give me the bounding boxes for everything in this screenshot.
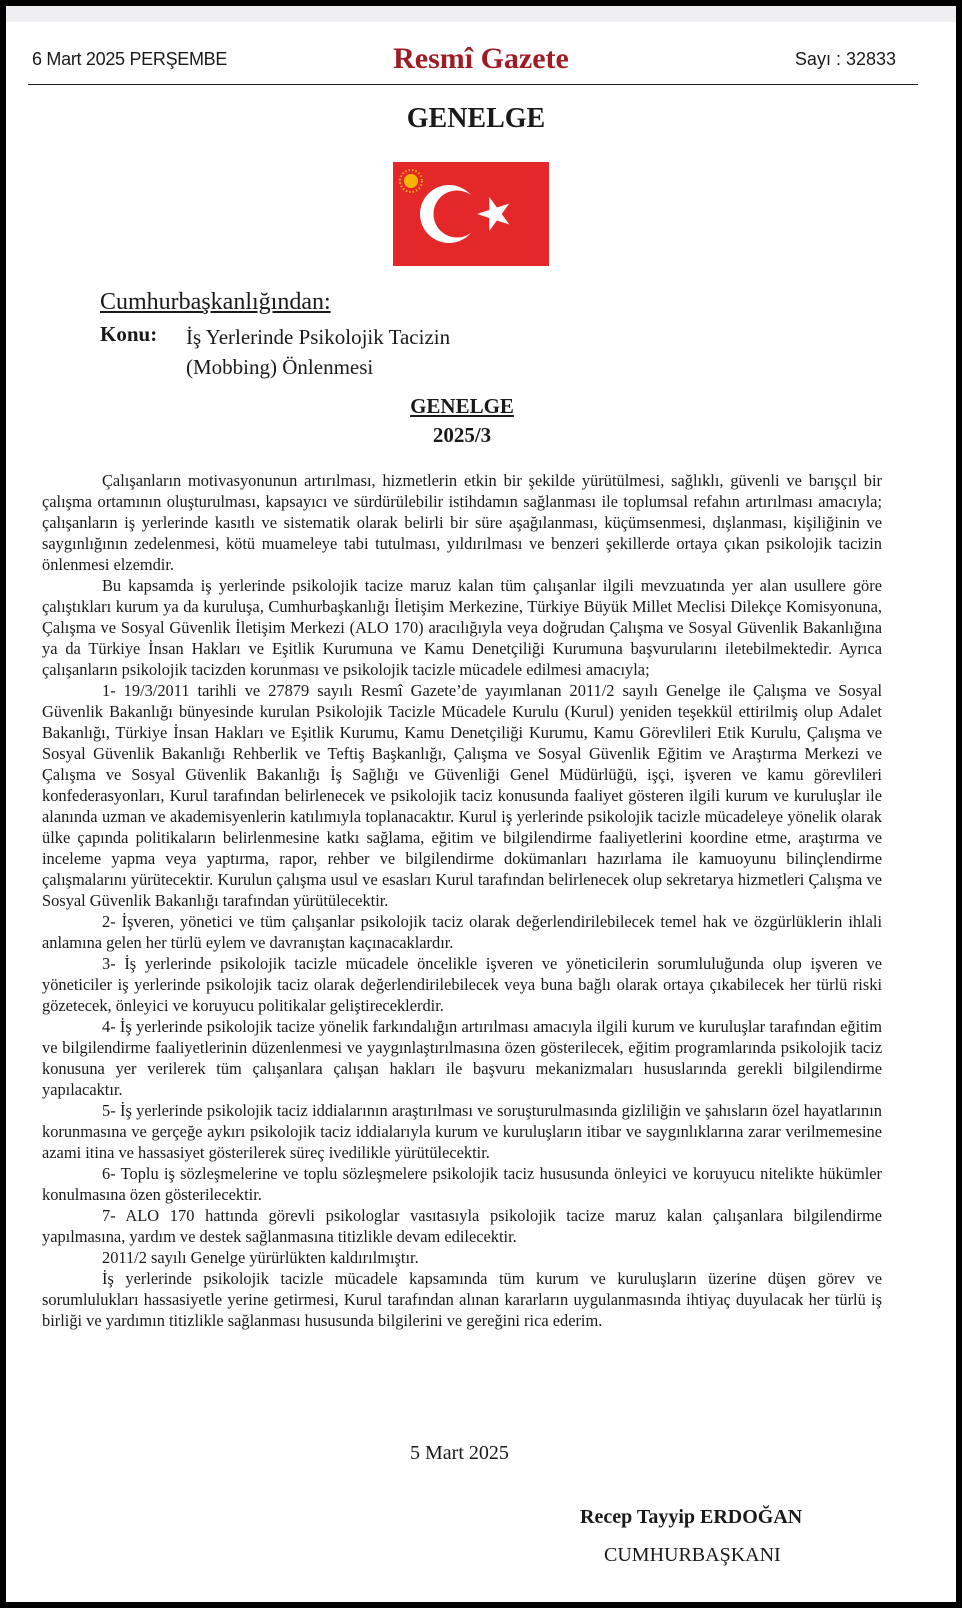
header-divider [28, 84, 918, 85]
circular-heading: GENELGE [410, 394, 514, 418]
paragraph-item-3: 3- İş yerlerinde psikolojik tacizle mücadele öncelikle işveren ve yöneticilerin sorumluluğunda olup işveren ve yöneticiler iş yerlerinde psikolojik taciz olarak değerlendirilebilecek veya buna bağlı olarak ortaya çıkabilecek her türlü riski gözetecek, önleyici ve koruyucu politikalar geliştireceklerdir. [42, 954, 882, 1015]
paragraph-intro: Çalışanların motivasyonunun artırılması, hizmetlerin etkin bir şekilde yürütülmesi, sağlıklı, güvenli ve barışçıl bir çalışma ortamının oluşturulması, kapsayıcı ve sürdürülebilir istihdamın sağlanması ile toplumsal refahın artırılması amacıyla; çalışanların iş yerlerinde kasıtlı ve sistematik olarak belirli bir süre aşağılanması, küçümsenmesi, dışlanması, kişiliğinin ve saygınlığının zedelenmesi, kötü muameleye tabi tutulması, yıldırılması ve benzeri şekillerde ortaya çıkan psikolojik tacizin önlenmesi elzemdir. [42, 471, 882, 574]
subject-label: Konu: [100, 322, 158, 346]
paragraph-item-4: 4- İş yerlerinde psikolojik tacize yönelik farkındalığın artırılması amacıyla ilgili kurum ve kuruluşlar tarafından eğitim ve bilgilendirme faaliyetlerinin düzenlenmesi ve yaygınlaştırılmasına özen gösterilecek, eğitim programlarında psikolojik taciz konusuna yer verilerek tüm çalışanlara çalışan hakları ile başvuru mekanizmaları hususlarında gerekli bilgilendirme yapılacaktır. [42, 1017, 882, 1099]
paragraph-repeal: 2011/2 sayılı Genelge yürürlükten kaldırılmıştır. [102, 1248, 419, 1267]
turkish-presidential-flag-icon [391, 160, 551, 268]
paragraph-item-2: 2- İşveren, yönetici ve tüm çalışanlar psikolojik taciz olarak değerlendirilebilecek temel hak ve özgürlüklerin ihlali anlamına gelen her türlü eylem ve davranıştan kaçınacaklardır. [42, 912, 882, 952]
gazette-title: Resmî Gazete [393, 42, 569, 75]
paragraph-scope: Bu kapsamda iş yerlerinde psikolojik tacize maruz kalan tüm çalışanlar ilgili mevzuatında yer alan usullere göre çalıştıkları kurum ya da kuruluşa, Cumhurbaşkanlığı İletişim Merkezine, Türkiye Büyük Millet Meclisi Dilekçe Komisyonuna, Çalışma ve Sosyal Güvenlik İletişim Merkezi (ALO 170) aracılığıyla veya doğrudan Çalışma ve Sosyal Güvenlik Bakanlığına ya da Türkiye İnsan Hakları ve Eşitlik Kurumuna ve Kamu Denetçiliği Kurumuna başvurularını iletebilmektedir. Ayrıca çalışanların psikolojik tacizden korunması ve psikolojik tacizle mücadele edilmesi amacıyla; [42, 576, 882, 679]
circular-body [42, 470, 882, 1331]
subject-line: İş Yerlerinde Psikolojik Tacizin [186, 325, 451, 349]
top-band [6, 6, 956, 22]
paragraph-item-1: 1- 19/3/2011 tarihli ve 27879 sayılı Resmî Gazete’de yayımlanan 2011/2 sayılı Genelge ile Çalışma ve Sosyal Güvenlik Bakanlığı bünyesinde kurulan Psikolojik Tacizle Mücadele Kurulu (Kurul) yeniden teşekkül ettirilmiş olup Adalet Bakanlığı, Türkiye İnsan Hakları ve Eşitlik Kurumu, Kamu Denetçiliği Kurumu, Kamu Görevlileri Etik Kurulu, Çalışma ve Sosyal Güvenlik Bakanlığı Rehberlik ve Teftiş Başkanlığı, Çalışma ve Sosyal Güvenlik Eğitim ve Araştırma Merkezi ve Çalışma ve Sosyal Güvenlik Bakanlığı İş Sağlığı ve Güvenliği Genel Müdürlüğü, işçi, işveren ve kamu görevlileri konfederasyonları, Kurul tarafından belirlenecek ve psikolojik taciz konusunda faaliyet gösteren ilgili kurum ve kuruluşlar ile alanında uzman ve akademisyenlerin katılımıyla toplanacaktır. Kurul iş yerlerinde psikolojik tacizle mücadeleye yönelik olarak ülke çapında politikaların belirlenmesine katkı sağlama, eğitim ve bilgilendirme faaliyetlerini koordine etme, araştırma ve inceleme yapma veya yaptırma, rapor, rehber ve bilgilendirme dokümanları hazırlama ile kamuoyunu bilinçlendirme çalışmalarını yürütecektir. Kurulun çalışma usul ve esasları Kurul tarafından belirlenecek olup sekretarya hizmetleri Çalışma ve Sosyal Güvenlik Bakanlığı tarafından yürütülecektir. [42, 681, 882, 910]
paragraph-item-5: 5- İş yerlerinde psikolojik taciz iddialarının araştırılması ve soruşturulmasında gizliliğin ve şahısların özel hayatlarının korunmasına ve gerçeğe aykırı psikolojik taciz iddialarıyla kurum ve kuruluşların itibar ve saygınlıklarına zarar verilmemesine azami itina ve hassasiyet gösterilerek süreç ivedilikle yürütülecektir. [42, 1101, 882, 1162]
issue-number: Sayı : 32833 [794, 49, 896, 69]
subject-text [186, 322, 450, 382]
paragraph-closing: İş yerlerinde psikolojik tacizle mücadele kapsamında tüm kurum ve kuruluşların üzerine düşen görev ve sorumlulukları hassasiyetle yerine getirmesi, Kurul tarafından alınan kararların uygulanmasında ihtiyaç duyulacak her türlü iş birliği ve yardımın titizlikle sağlanması hususunda bilgilerini ve gereğini rica ederim. [42, 1269, 882, 1330]
signature-date: 5 Mart 2025 [410, 1442, 509, 1464]
signatory-name: Recep Tayyip ERDOĞAN [580, 1506, 803, 1528]
circular-number: 2025/3 [432, 423, 492, 447]
section-heading: GENELGE [406, 103, 546, 134]
subject-line: (Mobbing) Önlenmesi [186, 355, 374, 379]
issuer-heading: Cumhurbaşkanlığından: [100, 289, 331, 315]
signatory-title: CUMHURBAŞKANI [604, 1544, 781, 1566]
paragraph-item-6: 6- Toplu iş sözleşmelerine ve toplu sözleşmelere psikolojik taciz hususunda önleyici ve koruyucu nitelikte hükümler konulmasına özen gösterilecektir. [42, 1164, 882, 1204]
paragraph-item-7: 7- ALO 170 hattında görevli psikologlar vasıtasıyla psikolojik tacize maruz kalan çalışanlara bilgilendirme yapılmasına, yardım ve destek sağlanmasına titizlikle devam edilecektir. [42, 1206, 882, 1246]
gazette-page [6, 6, 956, 1602]
header-date: 6 Mart 2025 PERŞEMBE [32, 49, 228, 69]
